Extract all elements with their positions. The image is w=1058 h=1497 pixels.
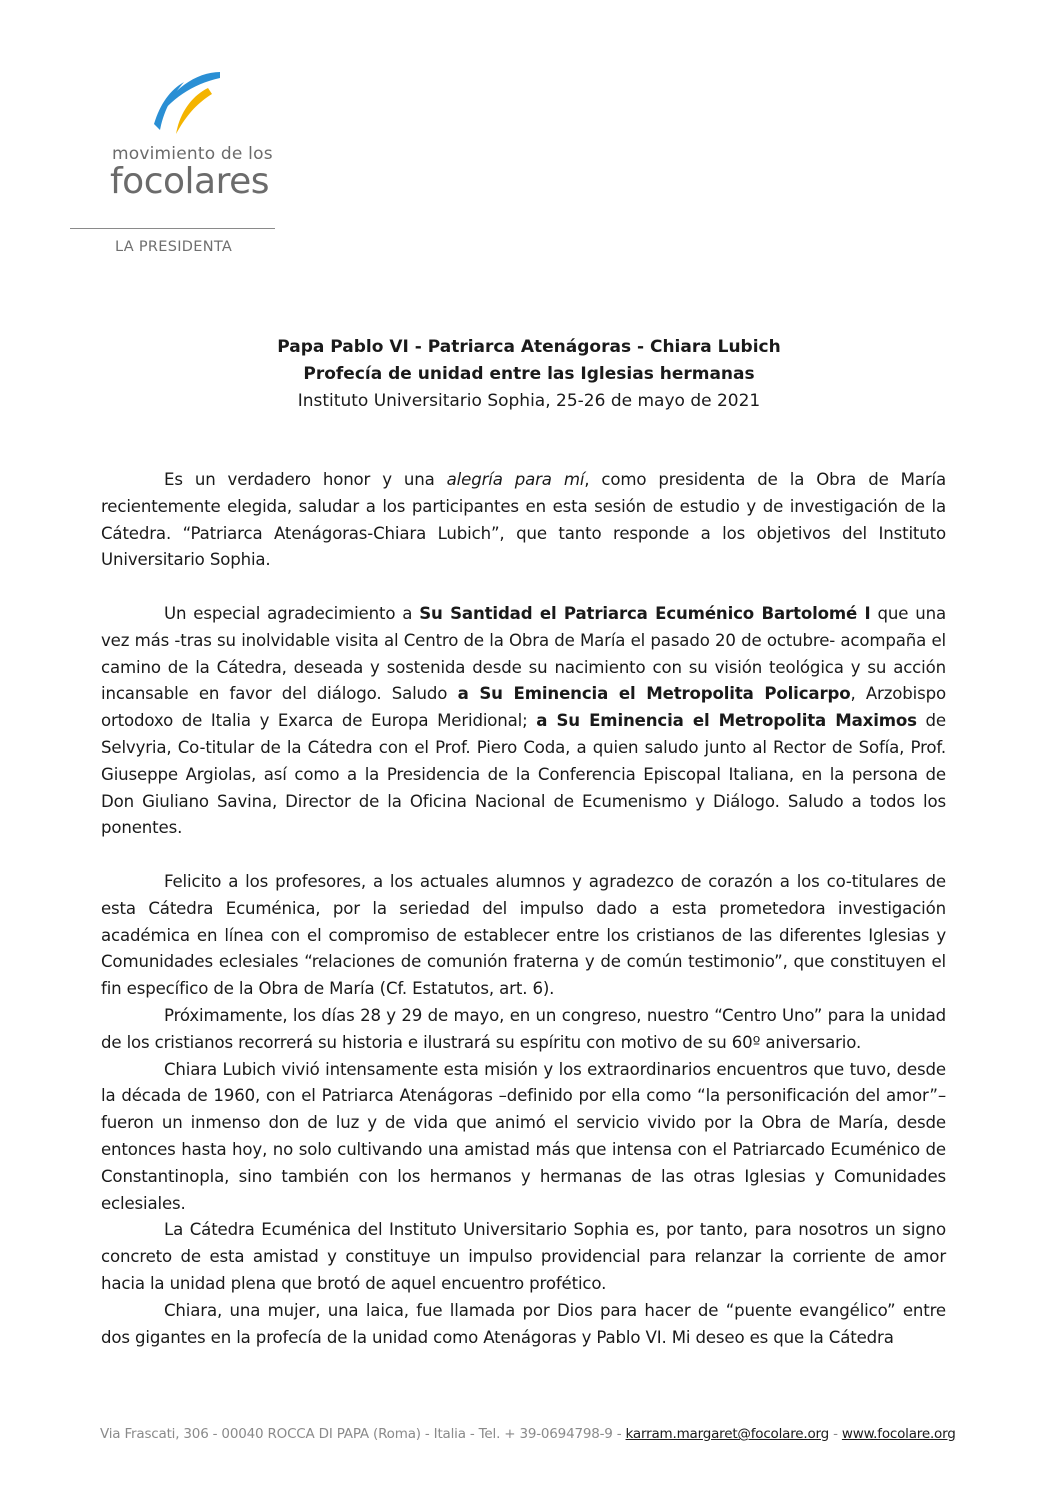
page-footer xyxy=(100,1426,956,1442)
emphasis-text: alegría para mí xyxy=(446,470,585,489)
title-line-2: Profecía de unidad entre las Iglesias hermanas xyxy=(303,364,755,384)
focolares-logo-mark xyxy=(148,68,228,140)
title-line-3: Instituto Universitario Sophia, 25-26 de mayo de 2021 xyxy=(297,391,761,411)
paragraph-3: Felicito a los profesores, a los actuales alumnos y agradezco de corazón a los co-titulares de esta Cátedra Ecuménica, por la seriedad del impulso dado a esta prometedora investigación académica en línea con el compromiso de establecer entre los cristianos de las diferentes Iglesias y Comunidades eclesiales “relaciones de comunión fraterna y de común testimonio”, que constituyen el fin específico de la Obra de María (Cf. Estatutos, art. 6). xyxy=(101,871,946,999)
focolares-logo xyxy=(110,68,280,208)
paragraph-5: Chiara Lubich vivió intensamente esta misión y los extraordinarios encuentros que tuvo, desde la década de 1960, con el Patriarca Atenágoras –definido por ella como “la personificación del amor”– fueron un inmenso don de luz y de vida que animó el servicio vivido por la Obra de María, desde entonces hasta hoy, no solo cultivando una amistad más que intensa con el Patriarcado Ecuménico de Constantinopla, sino también con los hermanos y hermanas de las otras Iglesias y Comunidades eclesiales. xyxy=(101,1059,946,1213)
header-subtitle: LA PRESIDENTA xyxy=(115,239,233,255)
bold-text: Su Santidad el Patriarca Ecuménico Bartolomé I xyxy=(419,603,871,623)
logo-text-movimiento: movimiento de los xyxy=(112,144,273,164)
title-line-1: Papa Pablo VI - Patriarca Atenágoras - Chiara Lubich xyxy=(277,337,781,357)
bold-text: a Su Eminencia el Metropolita Policarpo xyxy=(457,684,851,704)
text-run: que una vez más -tras su inolvidable visita al Centro de la Obra de María el pasado 20 de octubre- acompaña el camino de la Cátedra, deseada y sostenida desde su nacimiento con su visión teológica y su acción incansable en favor del diálogo. Saludo xyxy=(101,603,947,704)
header-divider xyxy=(70,228,275,229)
paragraph-1 xyxy=(101,467,946,574)
text-run: , como presidenta de la Obra de María recientemente elegida, saludar a los participantes en esta sesión de estudio y de investigación de la Cátedra. “Patriarca Atenágoras-Chiara Lubich”, que tanto responde a los objetivos del Instituto Universitario Sophia. xyxy=(101,470,946,570)
footer-website-link[interactable]: www.focolare.org xyxy=(841,1426,956,1442)
paragraph-4: Próximamente, los días 28 y 29 de mayo, en un congreso, nuestro “Centro Uno” para la unidad de los cristianos recorrerá su historia e ilustrará su espíritu con motivo de su 60º aniversario. xyxy=(101,1005,946,1052)
letter-body xyxy=(101,467,946,1351)
footer-address: Via Frascati, 306 - 00040 ROCCA DI PAPA (Roma) - Italia - Tel. + 39-0694798-9 - xyxy=(100,1426,626,1442)
paragraph-7: Chiara, una mujer, una laica, fue llamada por Dios para hacer de “puente evangélico” entre dos gigantes en la profecía de la unidad como Atenágoras y Pablo VI. Mi deseo es que la Cátedra xyxy=(101,1300,946,1347)
paragraph-6: La Cátedra Ecuménica del Instituto Universitario Sophia es, por tanto, para nosotros un signo concreto de esta amistad y constituye un impulso providencial para relanzar la corriente de amor hacia la unidad plena que brotó de aquel encuentro profético. xyxy=(101,1220,946,1293)
text-run: de Selvyria, Co-titular de la Cátedra con el Prof. Piero Coda, a quien saludo junto al Rector de Sofía, Prof. Giuseppe Argiolas, así como a la Presidencia de la Conferencia Episcopal Italiana, en la persona de Don Giuliano Savina, Director de la Oficina Nacional de Ecumenismo y Diálogo. Saludo a todos los ponentes. xyxy=(101,711,946,838)
paragraph-2 xyxy=(101,601,946,842)
text-run: , Arzobispo ortodoxo de Italia y Exarca de Europa Meridional; xyxy=(101,684,946,731)
document-title xyxy=(100,334,958,415)
bold-text: a Su Eminencia el Metropolita Maximos xyxy=(536,711,917,731)
footer-email-link[interactable]: karram.margaret@focolare.org xyxy=(625,1426,830,1442)
text-run: Es un verdadero honor y una xyxy=(164,470,447,489)
footer-separator: - xyxy=(829,1426,842,1442)
text-run: Un especial agradecimiento a xyxy=(164,603,420,623)
logo-text-focolares: focolares xyxy=(110,161,269,202)
